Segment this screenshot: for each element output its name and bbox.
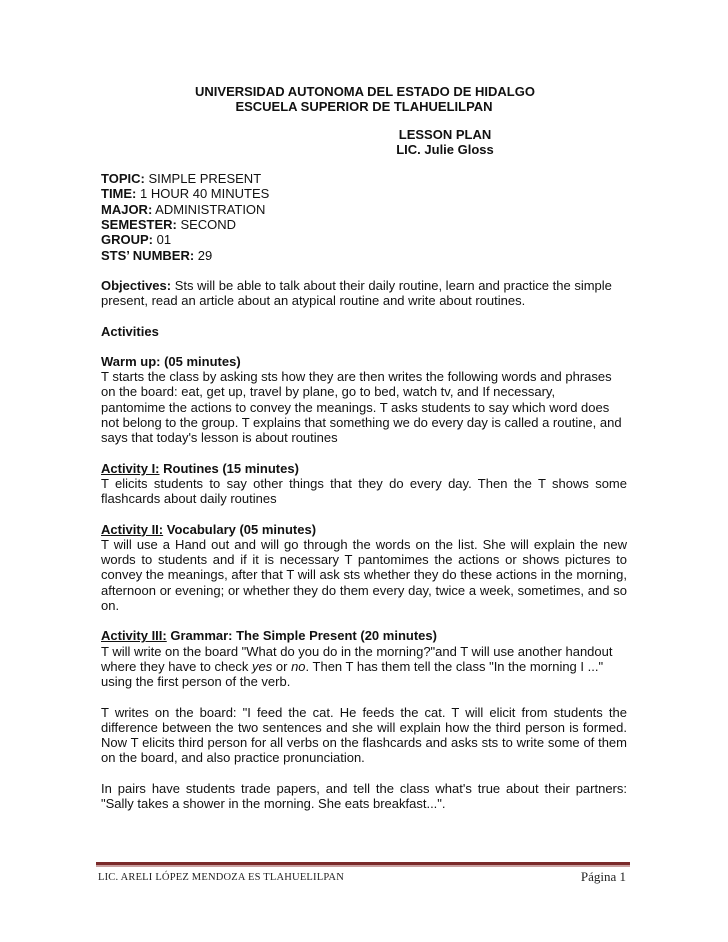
- objectives-label: Objectives:: [101, 277, 172, 293]
- footer-page-number: Página 1: [580, 869, 626, 884]
- activity-2-section: [101, 522, 627, 614]
- semester-label: SEMESTER:: [101, 217, 177, 233]
- objectives-text-1: Sts will be able to talk about their daily routine, learn and practice the simple: [171, 277, 612, 293]
- activity-3-heading: [101, 628, 627, 643]
- meta-sts-number: [101, 248, 627, 263]
- objectives-text-2: present, read an article about an atypical routine and write about routines.: [101, 293, 526, 309]
- teacher-name: LIC. Julie Gloss: [396, 141, 494, 157]
- activity-3-paragraph-3: In pairs have students trade papers, and tell the class what's true about their partners: "Sally takes a shower in the morning. She eats breakfast...".: [101, 780, 627, 811]
- activity-3-line-1: T will write on the board "What do you do in the morning?"and T will use another handout: [101, 643, 613, 659]
- objectives-line: [101, 278, 627, 293]
- lesson-plan-title: LESSON PLAN: [398, 126, 492, 142]
- time-label: TIME:: [101, 186, 137, 202]
- activities-heading: Activities: [101, 323, 159, 339]
- document-body: [101, 84, 627, 811]
- activity-3-line-2-a: where they have to check: [101, 658, 253, 674]
- activity-2-label: Activity II:: [101, 521, 164, 537]
- warmup-line: says that today's lesson is about routines: [101, 430, 338, 446]
- activity-2-title: Vocabulary (05 minutes): [163, 521, 317, 537]
- warmup-line: on the board: eat, get up, travel by plane, go to bed, watch tv, and If necessary,: [101, 384, 556, 400]
- meta-topic: [101, 171, 627, 186]
- footer-divider: [96, 862, 630, 865]
- meta-major: [101, 202, 627, 217]
- warmup-line: T starts the class by asking sts how they are then writes the following words and phrases: [101, 369, 612, 385]
- activity-1-heading: [101, 461, 627, 476]
- activity-3-paragraph-2: T writes on the board: "I feed the cat. He feeds the cat. T will elicit from students the difference between the two sentences and she will explain how the third person is formed. Now T elicits third person for all verbs on the flashcards and asks sts to write some of them on the board, and also practice pronunciation.: [101, 704, 627, 766]
- activity-3-line-3: using the first person of the verb.: [101, 674, 291, 690]
- activity-1-text: T elicits students to say other things that they do every day. Then the T shows some flashcards about daily routines: [101, 475, 627, 507]
- warmup-title: Warm up: (05 minutes): [101, 353, 241, 369]
- warmup-line: not belong to the group. T explains that something we do every day is called a routine, and: [101, 415, 622, 431]
- meta-group: [101, 232, 627, 247]
- semester-value: SECOND: [176, 217, 237, 233]
- sts-value: 29: [194, 247, 213, 263]
- topic-value: SIMPLE PRESENT: [144, 171, 262, 187]
- no-word: no: [291, 658, 306, 674]
- school-name: ESCUELA SUPERIOR DE TLAHUELILPAN: [235, 99, 493, 115]
- activity-1-label: Activity I:: [101, 460, 160, 476]
- activity-2-heading: [101, 522, 627, 537]
- or-word: or: [272, 658, 292, 674]
- time-value: 1 HOUR 40 MINUTES: [136, 186, 270, 202]
- warmup-section: [101, 354, 627, 446]
- objectives-paragraph: [101, 278, 627, 309]
- warmup-line: pantomime the actions to convey the meanings. T asks students to say which word does: [101, 399, 610, 415]
- activity-3-title: Grammar: The Simple Present (20 minutes): [166, 628, 437, 644]
- footer-author: LIC. ARELI LÓPEZ MENDOZA ES TLAHUELILPAN: [98, 872, 344, 883]
- activity-2-text: T will use a Hand out and will go through the words on the list. She will explain the new words to students and if it is necessary T pantomimes the actions or shows pictures to convey the meanings, after that T will ask sts whether they do these actions in the morning, afternoon or evening; or whether they do them every day, twice a week, sometimes, and so on.: [101, 536, 627, 614]
- lesson-meta: [101, 171, 627, 263]
- major-value: ADMINISTRATION: [152, 201, 266, 217]
- activity-3-section: [101, 628, 627, 689]
- activity-1-title: Routines (15 minutes): [159, 460, 299, 476]
- meta-time: [101, 186, 627, 201]
- activity-3-label: Activity III:: [101, 628, 167, 644]
- sts-label: STS’ NUMBER:: [101, 247, 195, 263]
- topic-label: TOPIC:: [101, 171, 145, 187]
- major-label: MAJOR:: [101, 201, 153, 217]
- activity-1-section: [101, 461, 627, 507]
- activity-3-line-2: [101, 659, 627, 674]
- activity-3-line-2-b: . Then T has them tell the class "In the morning I ...": [305, 658, 604, 674]
- group-value: 01: [153, 232, 172, 248]
- university-name: UNIVERSIDAD AUTONOMA DEL ESTADO DE HIDALGO: [195, 84, 535, 99]
- group-label: GROUP:: [101, 232, 153, 248]
- yes-word: yes: [252, 658, 273, 674]
- meta-semester: [101, 217, 627, 232]
